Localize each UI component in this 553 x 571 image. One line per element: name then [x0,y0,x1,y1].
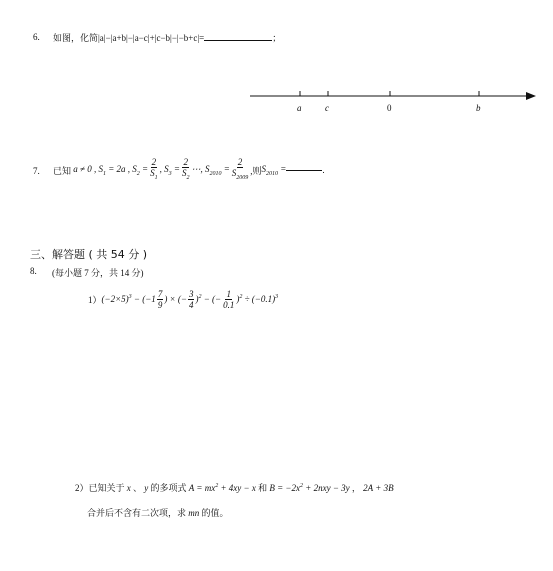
q6-number: 6. [33,32,40,42]
section-3-title: 三、解答题 ( 共 54 分 ) [30,248,148,261]
q7-number: 7. [33,166,40,176]
q8-and: 和 [258,483,268,493]
q7-answer-blank[interactable] [286,170,322,171]
q6-semicolon: ； [272,33,282,43]
q7-text: 已知 a ≠ 0 , $S_1 = 2a$ , $S_2$ = $\frac{2}{S_1}$ , $S_3$ = $\frac{2}{S_2}$ ⋯, $S_{2010}$ = $\frac{2}{S_{2009}}$ ,则 $S_{2010}$ = . [53,157,325,181]
q8-mn: mn [188,508,200,518]
q8-part2-label: 2）已知关于 [75,483,125,493]
q8-number: 8. [30,266,37,276]
q8-part2-line1: 2）已知关于 x 、 y 的多项式 $A = mx^2 + 4xy - x$ 和 $B = -2x^2 + 2nxy - 3y$ ， 2A + 3B [75,483,394,493]
q6-answer-blank[interactable] [204,40,272,41]
q8-line2-pre: 合并后不含有二次项，求 [87,508,187,518]
q8-poly: 的多项式 [150,483,187,493]
q8-part1: 1） $(-2\times 5)^3 - (-1$ $\frac{7}{9}$ ) × (− $\frac{3}{4}$ )$^2$ − (− $\frac{1}{0.1}$ )$^2 \div (-0.1)^3$ [88,288,279,310]
q8-var-y: y [144,483,149,493]
q8-comma: ， [351,483,361,493]
axis-label-b: b [476,103,481,113]
q8-points: (每小题 7 分，共 14 分) [52,268,144,278]
q8-part1-label: 1） [88,294,102,305]
q7-prefix: 已知 [53,165,72,176]
q6-expression: 如图，化简|a|−|a+b|−|a−c|+|c−b|−|−b+c|= [53,33,205,43]
q6-text [53,31,281,44]
axis-label-a: a [297,103,302,113]
q8-sep: 、 [133,483,143,493]
axis-label-c: c [325,103,329,113]
number-line-arrow-icon [526,92,536,100]
q7-then: ,则 [250,165,262,176]
q8-part2-line2 [87,506,229,519]
q8-line2-post: 的值。 [201,508,229,518]
q7-end: . [322,165,325,175]
axis-label-zero: 0 [387,103,392,113]
q8-var-x: x [126,483,131,493]
